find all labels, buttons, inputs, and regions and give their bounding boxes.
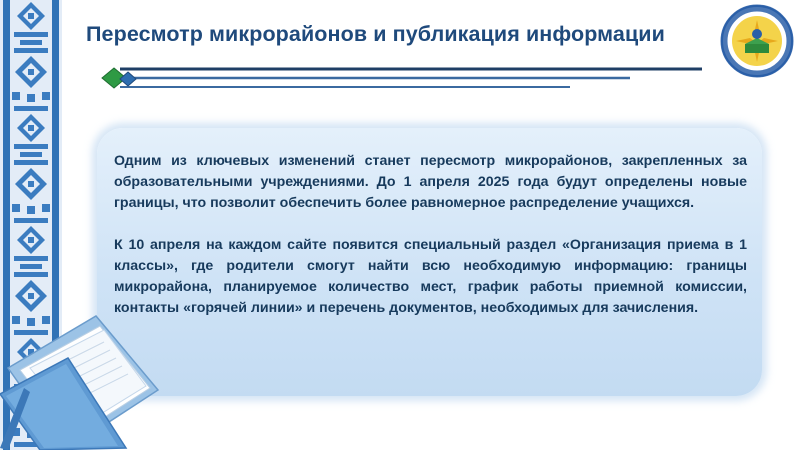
paragraph-admission-section: К 10 апреля на каждом сайте появится специальный раздел «Организация приема в 1 классы», где родители смогут найти всю необходимую информацию: границы микрорайона, планируемое количество мест, график работы приемной комиссии, контакты «горячей линии» и перечень документов, необходимых для зачисления. <box>114 237 747 316</box>
document-folder-icon <box>0 298 190 450</box>
round-emblem-logo <box>720 4 794 78</box>
content-text <box>114 151 747 340</box>
paragraph-microdistricts: Одним из ключевых изменений станет пересмотр микрорайонов, закрепленных за образовательными учреждениями. До 1 апреля 2025 года будут определены новые границы, что позволит обеспечить более равномерное распределение учащихся. <box>114 153 747 211</box>
slide-title: Пересмотр микрорайонов и публикация информации <box>86 22 665 46</box>
title-underline-decoration <box>90 60 710 96</box>
